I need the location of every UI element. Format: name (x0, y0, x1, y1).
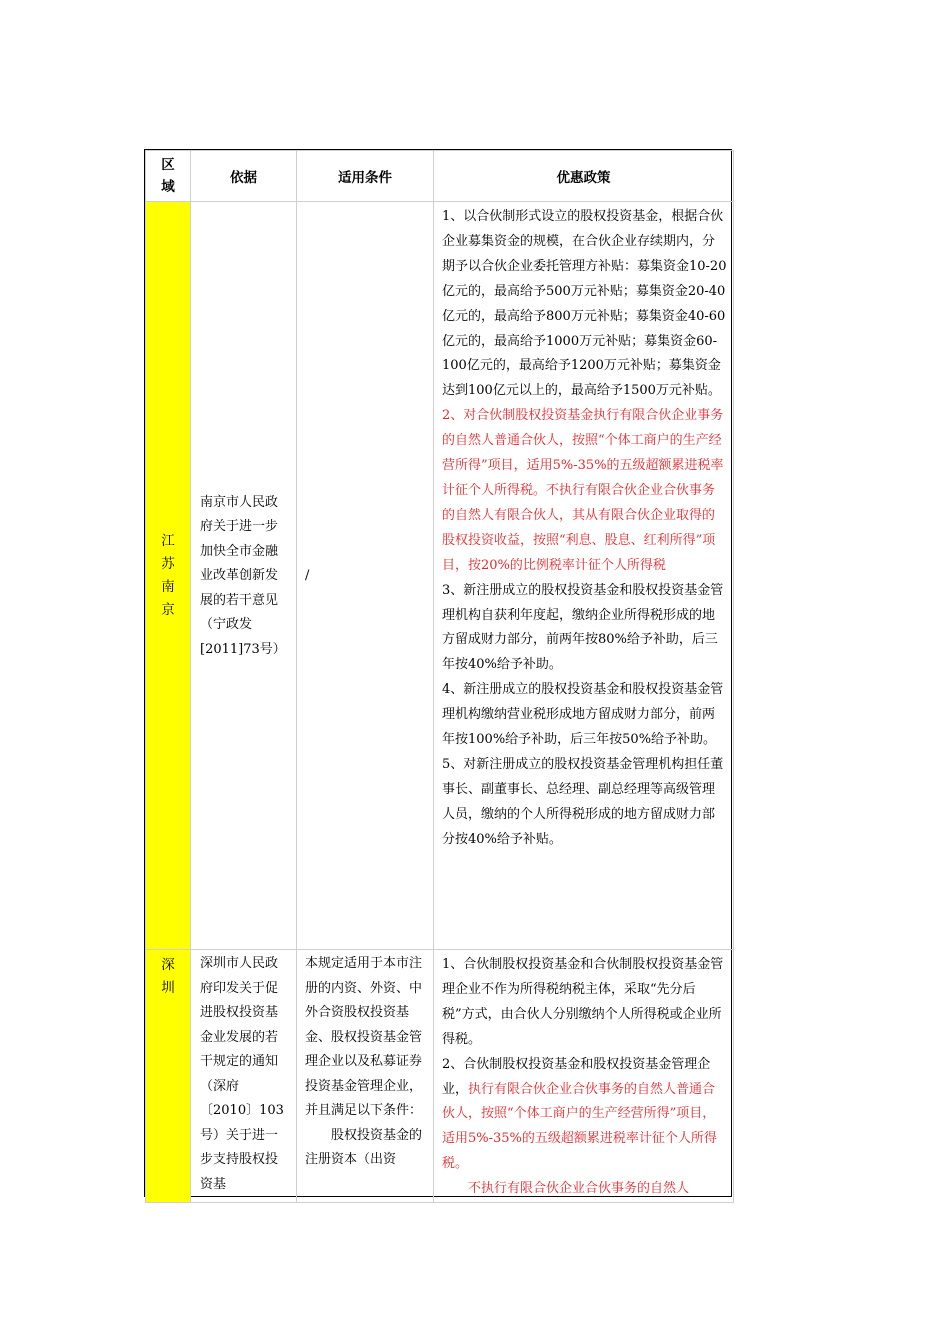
basis-cell-shenzhen: 深圳市人民政府印发关于促进股权投资基金业发展的若干规定的通知（深府〔2010〕103号）关于进一步支持股权投资基 (191, 950, 297, 1203)
header-region: 区域 (146, 151, 191, 202)
region-char: 京 (161, 601, 175, 618)
policy-item-2-lead: 2、合伙制股权投资基金和股权投资基金管理企业， (442, 1056, 711, 1097)
policy-cell-shenzhen (434, 950, 734, 1203)
header-conditions: 适用条件 (297, 151, 434, 202)
header-policy: 优惠政策 (434, 151, 734, 202)
conditions-text-2: 股权投资基金的注册资本（出资 (305, 1127, 423, 1167)
region-char: 深 (161, 957, 175, 973)
policy-table (144, 149, 732, 1197)
table-row-shenzhen (146, 950, 734, 1203)
region-char: 南 (161, 578, 175, 595)
policy-item-3: 不执行有限合伙企业合伙事务的自然人 (468, 1181, 690, 1197)
policy-cell-nanjing (434, 202, 734, 950)
conditions-cell-shenzhen (297, 950, 434, 1203)
basis-cell-nanjing: 南京市人民政府关于进一步加快全市金融业改革创新发展的若干意见（宁政发[2011]73号） (191, 202, 297, 950)
policy-item-5: 5、对新注册成立的股权投资基金管理机构担任董事长、副董事长、总经理、副总经理等高级管理人员，缴纳的个人所得税形成的地方留成财力部分按40%给予补贴。 (442, 756, 724, 847)
region-char: 江 (161, 532, 175, 549)
policy-item-2-red: 执行有限合伙企业合伙事务的自然人普通合伙人，按照“个体工商户的生产经营所得”项目，适用5%-35%的五级超额累进税率计征个人所得税。 (442, 1081, 717, 1172)
conditions-cell-nanjing: / (297, 202, 434, 950)
policy-item-1: 1、以合伙制形式设立的股权投资基金，根据合伙企业募集资金的规模，在合伙企业存续期内，分期予以合伙企业委托管理方补贴：募集资金10-20亿元的，最高给予500万元补贴；募集资金20-40亿元的，最高给予800万元补贴；募集资金40-60亿元的，最高给予1000万元补贴；募集资金60-100亿元的，最高给予1200万元补贴；募集资金达到100亿元以上的，最高给予1500万元补贴。 (442, 209, 727, 399)
policy-item-3: 3、新注册成立的股权投资基金和股权投资基金管理机构自获利年度起，缴纳企业所得税形成的地方留成财力部分，前两年按80%给予补助，后三年按40%给予补助。 (442, 582, 724, 673)
region-char: 圳 (161, 980, 175, 996)
region-cell-nanjing (146, 202, 191, 950)
policy-item-1: 1、合伙制股权投资基金和合伙制股权投资基金管理企业不作为所得税纳税主体，采取“先分后税”方式，由合伙人分别缴纳个人所得税或企业所得税。 (442, 957, 724, 1047)
policy-item-2 (442, 1053, 727, 1178)
table-row-nanjing (146, 202, 734, 950)
header-basis: 依据 (191, 151, 297, 202)
region-char: 苏 (161, 555, 175, 572)
policy-item-2: 2、对合伙制股权投资基金执行有限合伙企业事务的自然人普通合伙人，按照“个体工商户的生产经营所得”项目，适用5%-35%的五级超额累进税率计征个人所得税。不执行有限合伙企业合伙事务的自然人有限合伙人，其从有限合伙企业取得的股权投资收益，按照“利息、股息、红利所得”项目，按20%的比例税率计征个人所得税 (442, 408, 724, 573)
region-cell-shenzhen (146, 950, 191, 1203)
policy-item-4: 4、新注册成立的股权投资基金和股权投资基金管理机构缴纳营业税形成地方留成财力部分，前两年按100%给予补助，后三年按50%给予补助。 (442, 682, 724, 748)
conditions-text-1: 本规定适用于本市注册的内资、外资、中外合资股权投资基金、股权投资基金管理企业以及私募证券投资基金管理企业，并且满足以下条件： (305, 956, 423, 1118)
table-header-row (146, 151, 734, 202)
